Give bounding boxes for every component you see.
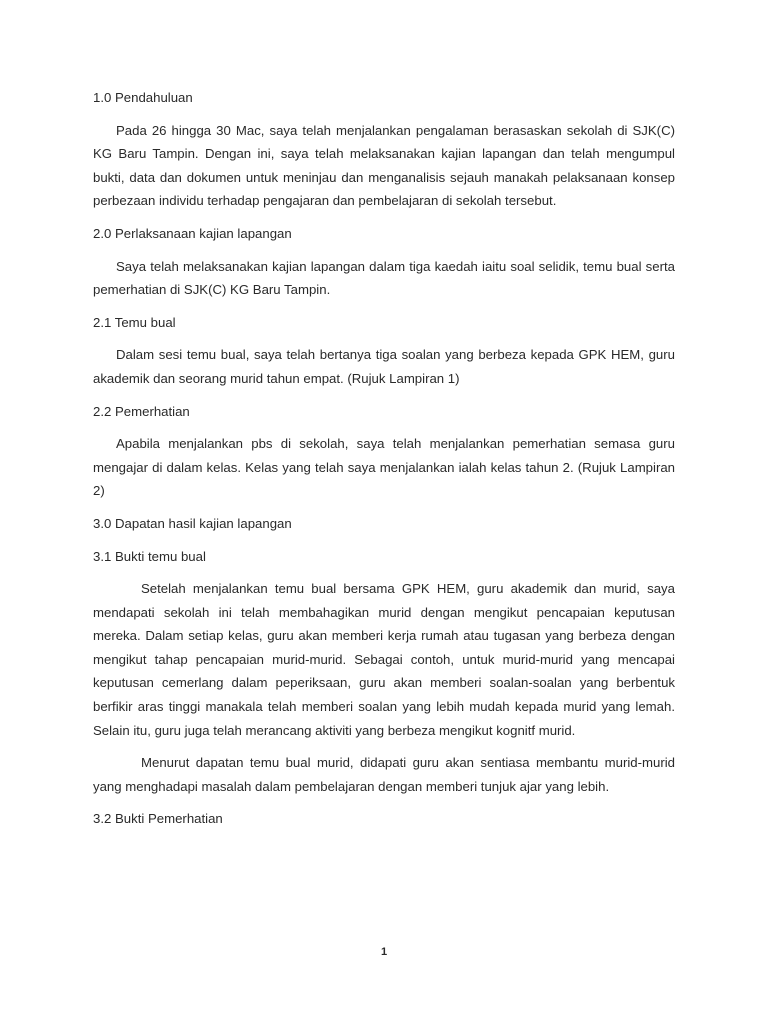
paragraph-perlaksanaan: Saya telah melaksanakan kajian lapangan dalam tiga kaedah iaitu soal selidik, temu bual serta pemerhatian di SJK(C) KG Baru Tampin. (93, 258, 675, 298)
section-heading-pendahuluan: 1.0 Pendahuluan (93, 90, 193, 105)
paragraph-pemerhatian: Apabila menjalankan pbs di sekolah, saya telah menjalankan pemerhatian semasa guru mengajar di dalam kelas. Kelas yang telah saya menjalankan ialah kelas tahun 2. (Rujuk Lampiran 2) (93, 436, 675, 499)
paragraph-pendahuluan: Pada 26 hingga 30 Mac, saya telah menjalankan pengalaman berasaskan sekolah di SJK(C) KG Baru Tampin. Dengan ini, saya telah melaksanakan kajian lapangan dan telah mengumpul bukti, data dan dokumen untuk meninjau dan menganalisis sejauh manakah pelaksanaan konsep perbezaan individu terhadap pengajaran dan pembelajaran di sekolah tersebut. (93, 122, 675, 209)
paragraph-temu-bual: Dalam sesi temu bual, saya telah bertanya tiga soalan yang berbeza kepada GPK HEM, guru akademik dan seorang murid tahun empat. (Rujuk Lampiran 1) (93, 347, 675, 386)
document-body (93, 86, 675, 840)
section-heading-bukti-pemerhatian: 3.2 Bukti Pemerhatian (93, 811, 223, 827)
section-heading-bukti-temu-bual: 3.1 Bukti temu bual (93, 548, 206, 564)
paragraph-bukti-temu-bual-1: Setelah menjalankan temu bual bersama GPK HEM, guru akademik dan murid, saya mendapati sekolah ini telah membahagikan murid dengan mengikut pencapaian keputusan mereka. Dalam setiap kelas, guru akan memberi kerja rumah atau tugasan yang berbeza dengan mengikut tahap pencapaian murid-murid. Sebagai contoh, untuk murid-murid yang mencapai keputusan cemerlang dalam peperiksaan, guru akan memberi soalan-soalan yang berbentuk berfikir aras tinggi manakala telah memberi soalan yang lebih mudah kepada murid yang lemah. Selain itu, guru juga telah merancang aktiviti yang berbeza mengikut kognitf murid. (93, 581, 675, 738)
section-heading-dapatan: 3.0 Dapatan hasil kajian lapangan (93, 515, 292, 531)
paragraph-bukti-temu-bual-2: Menurut dapatan temu bual murid, didapati guru akan sentiasa membantu murid-murid yang menghadapi masalah dalam pembelajaran dengan memberi tunjuk ajar yang lebih. (93, 755, 675, 794)
section-heading-pemerhatian: 2.2 Pemerhatian (93, 403, 190, 419)
page-number: 1 (380, 946, 388, 958)
section-heading-temu-bual: 2.1 Temu bual (93, 314, 176, 330)
section-heading-perlaksanaan: 2.0 Perlaksanaan kajian lapangan (93, 225, 292, 241)
